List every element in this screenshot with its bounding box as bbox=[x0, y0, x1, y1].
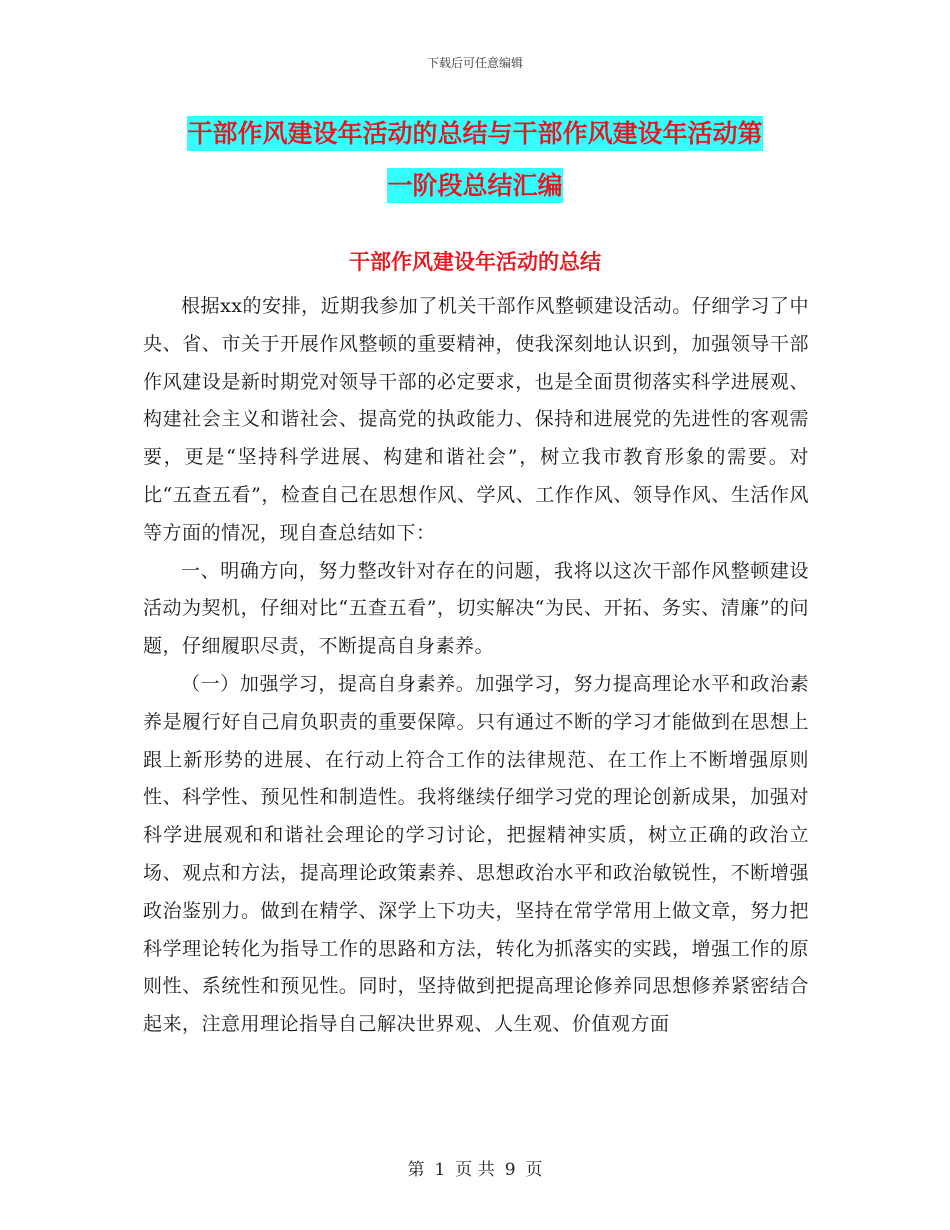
footer-prefix: 第 bbox=[407, 1160, 425, 1180]
footer-middle: 页 共 bbox=[455, 1160, 495, 1180]
section-title: 干部作风建设年活动的总结 bbox=[349, 249, 601, 274]
total-pages: 9 bbox=[504, 1160, 516, 1180]
paragraph: （一）加强学习，提高自身素养。加强学习，努力提高理论水平和政治素养是履行好自己肩负职责的重要保障。只有通过不断的学习才能做到在思想上跟上新形势的进展、在行动上符合工作的法律规范、在工作上不断增强原则性、科学性、预见性和制造性。我将继续仔细学习党的理论创新成果，加强对科学进展观和和谐社会理论的学习讨论，把握精神实质，树立正确的政治立场、观点和方法，提高理论政策素养、思想政治水平和政治敏锐性，不断增强政治鉴别力。做到在精学、深学上下功夫，坚持在常学常用上做文章，努力把科学理论转化为指导工作的思路和方法，转化为抓落实的实践，增强工作的原则性、系统性和预见性。同时，坚持做到把提高理论修养同思想修养紧密结合起来，注意用理论指导自己解决世界观、人生观、价值观方面 bbox=[143, 672, 809, 1036]
document-title bbox=[120, 108, 830, 212]
document-body bbox=[143, 288, 809, 1044]
header-note: 下载后可任意编辑 bbox=[426, 56, 523, 70]
paragraph: 一、明确方向，努力整改针对存在的问题，我将以这次干部作风整顿建设活动为契机，仔细对比“五查五看”，切实解决“为民、开拓、务实、清廉”的问题，仔细履职尽责，不断提高自身素养。 bbox=[143, 559, 809, 658]
paragraph: 根据xx的安排，近期我参加了机关干部作风整顿建设活动。仔细学习了中央、省、市关于开展作风整顿的重要精神，使我深刻地认识到，加强领导干部作风建设是新时期党对领导干部的必定要求，也是全面贯彻落实科学进展观、构建社会主义和谐社会、提高党的执政能力、保持和进展党的先进性的客观需要，更是“坚持科学进展、构建和谐社会”，树立我市教育形象的需要。对比“五查五看”，检查自己在思想作风、学风、工作作风、领导作风、生活作风等方面的情况，现自查总结如下： bbox=[143, 295, 809, 544]
title-line-2: 一阶段总结汇编 bbox=[387, 168, 562, 203]
page-footer bbox=[0, 1155, 950, 1180]
title-line-1: 干部作风建设年活动的总结与干部作风建设年活动第 bbox=[187, 116, 762, 151]
page-number: 1 bbox=[434, 1160, 446, 1180]
footer-suffix: 页 bbox=[525, 1160, 543, 1180]
